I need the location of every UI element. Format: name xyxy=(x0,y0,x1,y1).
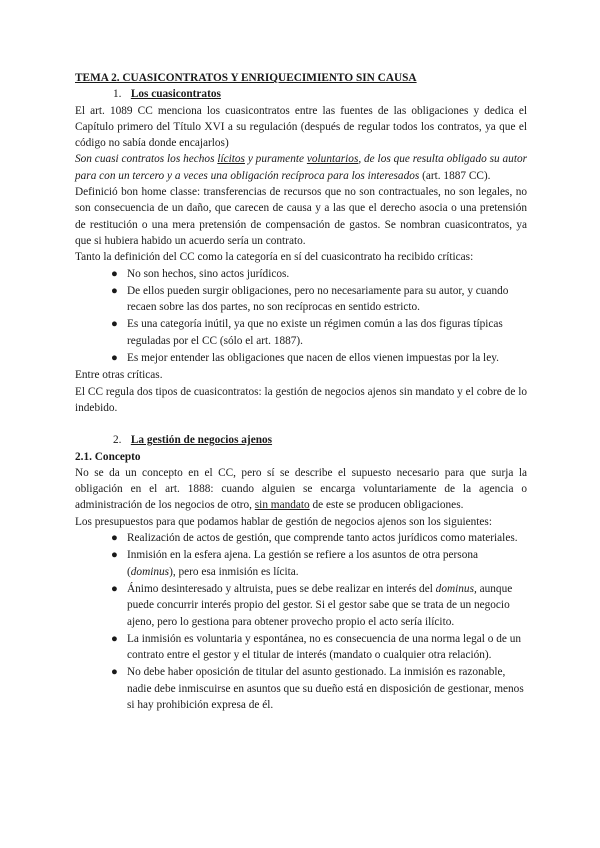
subsection-heading: 2.1. Concepto xyxy=(75,450,141,463)
section-1-heading xyxy=(75,86,527,102)
bullet-icon: ● xyxy=(111,318,118,331)
criticism-list xyxy=(75,266,527,367)
quote-underlined: voluntarios xyxy=(306,153,359,166)
paragraph: Definició bon home classe: transferencias de recursos que no son contractuales, no son legales, no son consecuencia de un daño, que carecen de causa y a las que el derecho asocia o una pretensión de restitución o una mera pretensión de compensación de gastos. Se nombran cuasicontratos, ya que si hubiera habido un acuerdo sería un contrato. xyxy=(75,186,527,247)
document-page xyxy=(75,70,527,714)
quote-text: , de los que resulta obligado su autor para con un tercero y a veces una obligación recíproca para los interesados xyxy=(75,153,527,182)
bullet-icon: ● xyxy=(111,666,118,679)
list-item: ● No son hechos, sino actos jurídicos. xyxy=(75,266,527,282)
list-item: ● Es mejor entender las obligaciones que nacen de ellos vienen impuestas por la ley. xyxy=(75,350,527,366)
paragraph: Tanto la definición del CC como la categoría en sí del cuasicontrato ha recibido críticas: xyxy=(75,251,474,264)
bullet-icon: ● xyxy=(111,582,118,595)
list-item: ● De ellos pueden surgir obligaciones, pero no necesariamente para su autor, y cuando recaen sobre las dos partes, no son recíprocas en sentido estricto. xyxy=(111,284,509,314)
bullet-icon: ● xyxy=(111,549,118,562)
bullet-icon: ● xyxy=(111,532,118,545)
bullet-icon: ● xyxy=(111,267,118,280)
list-item: ● La inmisión es voluntaria y espontánea, no es consecuencia de una norma legal o de un contrato entre el gestor y el titular de interés (mandato o cualquier otra relación). xyxy=(111,632,522,662)
list-item: ● No debe haber oposición de titular del asunto gestionado. La inmisión es razonable, nadie debe inmiscuirse en asuntos que su dueño está en disposición de gestionar, menos si hay prohibición expresa de él. xyxy=(111,666,524,711)
document-title: TEMA 2. CUASICONTRATOS Y ENRIQUECIMIENTO SIN CAUSA xyxy=(75,72,417,84)
underlined-text: sin mandato xyxy=(254,499,310,512)
list-item: ● Inmisión en la esfera ajena. La gestión se refiere a los asuntos de otra persona (dominus), pero esa inmisión es lícita. xyxy=(111,549,479,578)
list-item: ● Es una categoría inútil, ya que no existe un régimen común a las dos figuras típicas reguladas por el CC (sólo el art. 1887). xyxy=(111,318,503,347)
paragraph: El CC regula dos tipos de cuasicontratos: la gestión de negocios ajenos sin mandato y el cobre de lo indebido. xyxy=(75,385,527,414)
section-2-heading xyxy=(75,432,527,448)
paragraph: No se da un concepto en el CC, pero sí se describe el supuesto necesario para que surja la obligación en el art. 1888: cuando alguien se encarga voluntariamente de la agencia o administración de los negocios de otro, sin mandato de este se producen obligaciones. xyxy=(75,466,527,512)
section-1-title: Los cuasicontratos xyxy=(130,88,221,101)
requirements-list xyxy=(75,530,527,713)
paragraph: El art. 1089 CC menciona los cuasicontratos entre las fuentes de las obligaciones y dedica el Capítulo primero del Título XVI a su regulación (después de regular todos los contratos, ya que el código no sabía donde encajarlos) xyxy=(75,104,527,150)
bullet-icon: ● xyxy=(111,352,118,365)
section-1-number: 1. xyxy=(113,88,122,101)
quote-text: Son cuasi contratos los hechos xyxy=(75,153,218,166)
list-item: ● Realización de actos de gestión, que comprende tanto actos jurídicos como materiales. xyxy=(75,530,527,546)
paragraph: Entre otras críticas. xyxy=(75,369,163,382)
section-2-title: La gestión de negocios ajenos xyxy=(130,434,273,447)
section-2-number: 2. xyxy=(113,434,122,447)
quote-reference: (art. 1887 CC). xyxy=(419,169,491,182)
quote-underlined: lícitos xyxy=(217,153,245,166)
legal-quote xyxy=(75,151,527,184)
bullet-icon: ● xyxy=(111,632,118,645)
quote-text: y puramente xyxy=(244,153,307,166)
list-item: ● Ánimo desinteresado y altruista, pues se debe realizar en interés del dominus, aunque puede concurrir interés propio del gestor. Si el gestor sabe que se trata de un negocio ajeno, pero lo gestiona para obtener provecho propio el acto sería ilícito. xyxy=(111,582,513,628)
bullet-icon: ● xyxy=(111,284,118,297)
paragraph: Los presupuestos para que podamos hablar de gestión de negocios ajenos son los siguientes: xyxy=(75,515,492,528)
